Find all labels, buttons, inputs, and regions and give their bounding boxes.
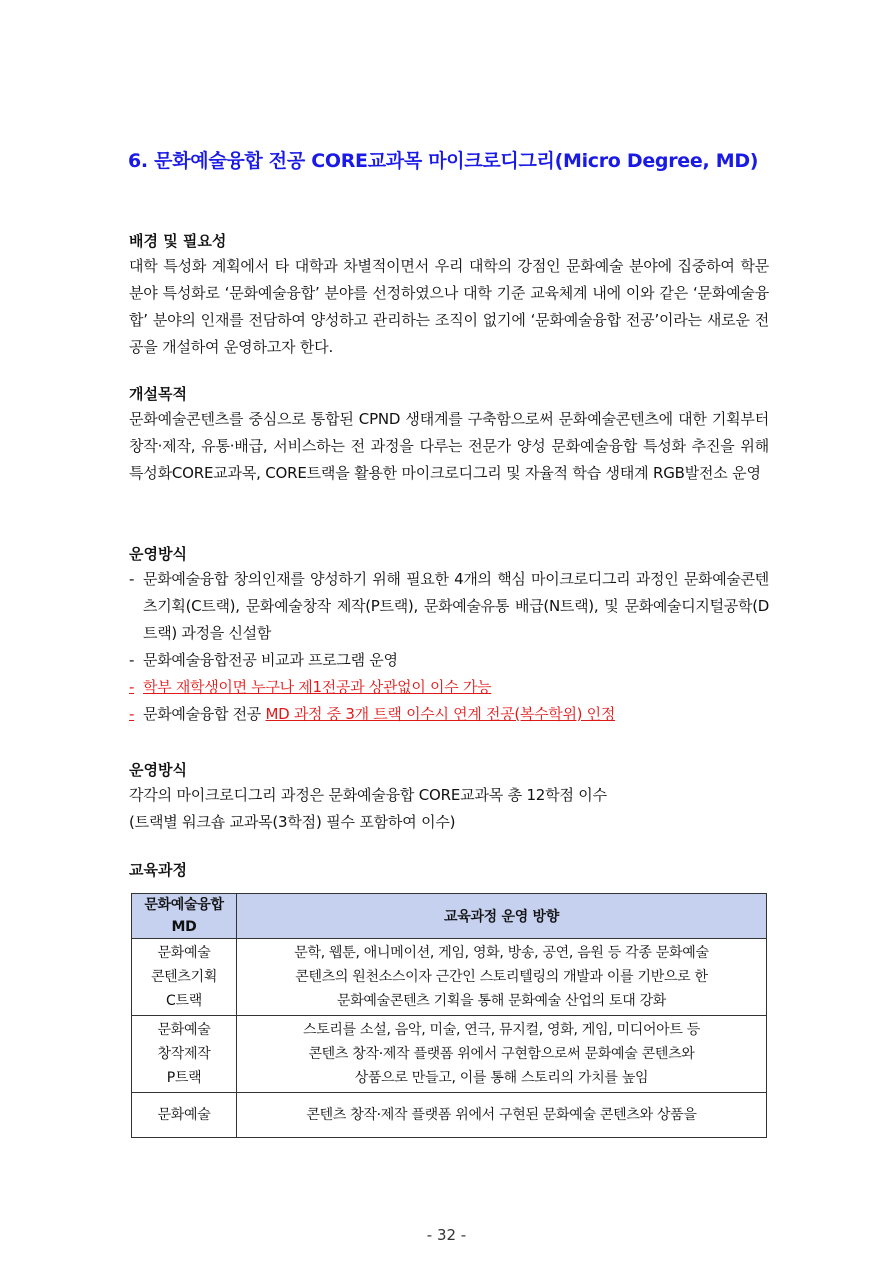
track-desc-cell <box>237 1016 767 1093</box>
cell-line: 콘텐츠기획 <box>150 969 218 985</box>
list-item <box>129 566 769 647</box>
operation-heading: 운영방식 <box>129 545 187 563</box>
track-name-cell <box>132 939 237 1016</box>
header-line: MD <box>171 919 197 935</box>
track-desc-cell <box>237 939 767 1016</box>
bullet-dash: - <box>129 651 135 669</box>
cell-line: 콘텐츠의 원천소스이자 근간인 스토리텔링의 개발과 이를 기반으로 한 <box>295 969 708 985</box>
cell-line: 문화예술콘텐츠 기획을 통해 문화예술 산업의 토대 강화 <box>336 993 667 1009</box>
operation-section <box>129 542 769 728</box>
cell-line: 상품으로 만들고, 이를 통해 스토리의 가치를 높임 <box>354 1070 649 1086</box>
cell-line: C트랙 <box>166 993 202 1009</box>
table-row <box>132 939 767 1016</box>
background-text: 대학 특성화 계획에서 타 대학과 차별적이면서 우리 대학의 강점인 문화예술 분야에 집중하여 학문 분야 특성화로 ‘문화예술융합’ 분야를 선정하였으나 대학 기준 교육체계 내에 이와 같은 ‘문화예술융합’ 분야의 인재를 전담하여 양성하고 관리하는 조직이 없기에 ‘문화예술융합 전공’이라는 새로운 전공을 개설하여 운영하고자 한다. <box>129 257 769 356</box>
highlighted-text: 학부 재학생이면 누구나 제1전공과 상관없이 이수 가능 <box>143 678 492 696</box>
bullet-dash: - <box>129 678 135 696</box>
bullet-text: 문화예술융합 창의인재를 양성하기 위해 필요한 4개의 핵심 마이크로디그리 과정인 문화예술콘텐츠기획(C트랙), 문화예술창작 제작(P트랙), 문화예술유통 배급(N트랙), 및 문화예술디지털공학(D트랙) 과정을 신설함 <box>143 570 769 642</box>
bullet-text: 문화예술융합전공 비교과 프로그램 운영 <box>143 651 398 669</box>
table-row <box>132 1016 767 1093</box>
background-section <box>129 229 769 361</box>
table-row <box>132 1093 767 1138</box>
list-item <box>129 701 769 728</box>
cell-line: 창작제작 <box>157 1046 211 1062</box>
cell-line: 문화예술 <box>157 1107 211 1123</box>
table-header-row <box>132 894 767 939</box>
cell-line: P트랙 <box>166 1070 202 1086</box>
curriculum-heading: 교육과정 <box>129 861 187 879</box>
operation2-line1: 각각의 마이크로디그리 과정은 문화예술융합 CORE교과목 총 12학점 이수 <box>129 786 607 804</box>
bullet-prefix: 문화예술융합 전공 <box>143 705 266 723</box>
bullet-dash: - <box>129 705 135 723</box>
purpose-section <box>129 382 769 487</box>
purpose-heading: 개설목적 <box>129 385 187 403</box>
list-item <box>129 674 769 701</box>
operation2-heading: 운영방식 <box>129 761 187 779</box>
background-heading: 배경 및 필요성 <box>129 232 227 250</box>
page-title: 6. 문화예술융합 전공 CORE교과목 마이크로디그리(Micro Degree, MD) <box>128 150 759 172</box>
track-desc-cell <box>237 1093 767 1138</box>
list-item <box>129 647 769 674</box>
track-name-cell <box>132 1093 237 1138</box>
col-header-direction: 교육과정 운영 방향 <box>237 894 767 939</box>
cell-line: 문화예술 <box>157 945 211 961</box>
cell-line: 문학, 웹툰, 애니메이션, 게임, 영화, 방송, 공연, 음원 등 각종 문화예술 <box>294 945 709 961</box>
curriculum-section <box>129 858 769 882</box>
curriculum-table <box>131 893 767 1138</box>
bullet-dash: - <box>129 570 135 588</box>
page-number: - 32 - <box>426 1226 467 1244</box>
header-line: 문화예술융합 <box>144 897 224 913</box>
purpose-text: 문화예술콘텐츠를 중심으로 통합된 CPND 생태계를 구축함으로써 문화예술콘텐츠에 대한 기획부터 창작·제작, 유통·배급, 서비스하는 전 과정을 다루는 전문가 양성 문화예술융합 특성화 추진을 위해 특성화CORE교과목, CORE트랙을 활용한 마이크로디그리 및 자율적 학습 생태계 RGB발전소 운영 <box>129 410 769 482</box>
cell-line: 문화예술 <box>157 1022 211 1038</box>
col-header-md <box>132 894 237 939</box>
track-name-cell <box>132 1016 237 1093</box>
operation2-section <box>129 758 769 836</box>
cell-line: 콘텐츠 창작·제작 플랫폼 위에서 구현된 문화예술 콘텐츠와 상품을 <box>306 1107 697 1123</box>
cell-line: 콘텐츠 창작·제작 플랫폼 위에서 구현함으로써 문화예술 콘텐츠와 <box>308 1046 695 1062</box>
highlighted-text: MD 과정 중 3개 트랙 이수시 연계 전공(복수학위) 인정 <box>265 705 616 723</box>
cell-line: 스토리를 소설, 음악, 미술, 연극, 뮤지컬, 영화, 게임, 미디어아트 등 <box>302 1022 700 1038</box>
operation2-line2: (트랙별 워크숍 교과목(3학점) 필수 포함하여 이수) <box>129 813 456 831</box>
